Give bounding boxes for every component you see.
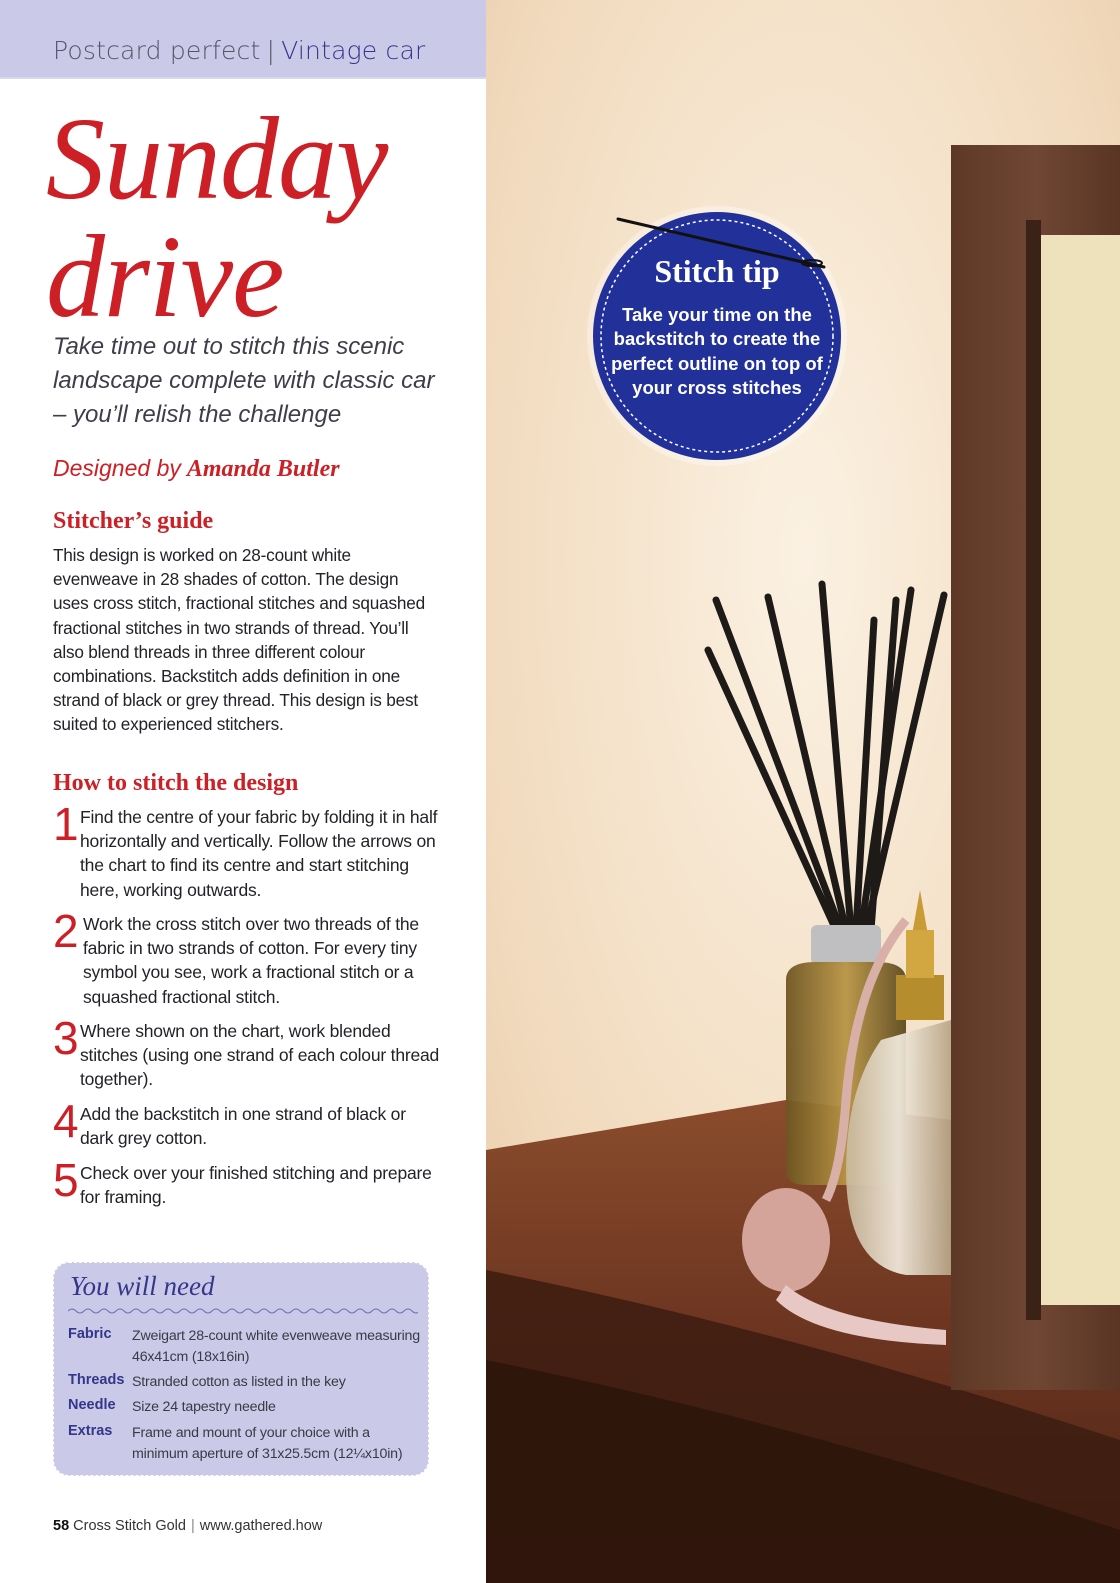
step-number: 4	[53, 1095, 79, 1147]
stitch-tip-body: Take your time on the backstitch to create the perfect outline on top of your cross stitches	[611, 304, 823, 399]
you-will-need-box	[53, 1262, 429, 1476]
need-key: Needle	[68, 1397, 116, 1413]
need-value: Size 24 tapestry needle	[132, 1399, 276, 1415]
picture-frame-mount	[1041, 235, 1120, 1305]
section-header-band	[0, 0, 486, 79]
website-link[interactable]: www.gathered.how	[199, 1518, 323, 1534]
you-will-need-title: You will need	[70, 1271, 215, 1301]
need-value: Zweigart 28-count white evenweave measuring 46x41cm (18x16in)	[132, 1328, 420, 1365]
perfume-collar	[896, 975, 944, 1020]
designer-label: Designed by	[53, 455, 181, 481]
header-separator: |	[266, 36, 276, 65]
stitch-tip-title: Stitch tip	[654, 253, 780, 289]
designer-name: Amanda Butler	[186, 456, 340, 482]
intro-standfirst: Take time out to stitch this scenic landscape complete with classic car – you’ll relish the challenge	[53, 333, 435, 428]
page-footer	[53, 1518, 322, 1534]
step-text: Find the centre of your fabric by folding it in half horizontally and vertically. Follow the arrows on the chart to find its centre and start stitching here, working outwards.	[80, 807, 438, 900]
title-line-2: drive	[46, 211, 284, 342]
step-number: 5	[53, 1154, 79, 1206]
step-number: 3	[53, 1012, 79, 1064]
step-text: Where shown on the chart, work blended stitches (using one strand of each colour thread together).	[80, 1021, 440, 1090]
step-text: Work the cross stitch over two threads of the fabric in two strands of cotton. For every tiny symbol you see, work a fractional stitch or a squashed fractional stitch.	[83, 914, 419, 1007]
need-key: Extras	[68, 1423, 113, 1439]
step-text: Check over your finished stitching and prepare for framing.	[80, 1163, 432, 1208]
need-value: Frame and mount of your choice with a minimum aperture of 31x25.5cm (12¼x10in)	[132, 1425, 403, 1462]
title-line-1: Sunday	[46, 93, 388, 224]
stitchers-guide-heading: Stitcher’s guide	[53, 508, 214, 534]
need-key: Fabric	[68, 1326, 112, 1342]
designer-credit	[53, 455, 340, 483]
how-to-heading: How to stitch the design	[53, 770, 299, 796]
step-number: 2	[53, 905, 79, 957]
magazine-name: Cross Stitch Gold	[73, 1518, 186, 1534]
stitchers-guide-body: This design is worked on 28-count white evenweave in 28 shades of cotton. The design uses cross stitch, fractional stitches and squashed fractional stitches in two strands of thread. You’ll also blend threads in three different colour combinations. Backstitch adds definition in one strand of black or grey thread. This design is best suited to experienced stitchers.	[53, 545, 425, 735]
step-number: 1	[53, 798, 79, 850]
need-key: Threads	[68, 1372, 125, 1388]
diffuser-cap	[811, 925, 881, 965]
footer-separator: |	[190, 1518, 195, 1534]
atomiser-bulb	[742, 1188, 830, 1292]
subsection-label: Vintage car	[281, 36, 426, 65]
page-number: 58	[53, 1518, 70, 1534]
text-column	[0, 0, 486, 1583]
wavy-divider	[68, 1307, 418, 1315]
frame-inner-edge	[1026, 220, 1041, 1320]
step-text: Add the backstitch in one strand of black or dark grey cotton.	[80, 1104, 406, 1149]
section-label: Postcard perfect	[53, 36, 261, 65]
section-header	[53, 36, 425, 65]
need-value: Stranded cotton as listed in the key	[132, 1374, 346, 1390]
perfume-neck	[906, 930, 934, 978]
